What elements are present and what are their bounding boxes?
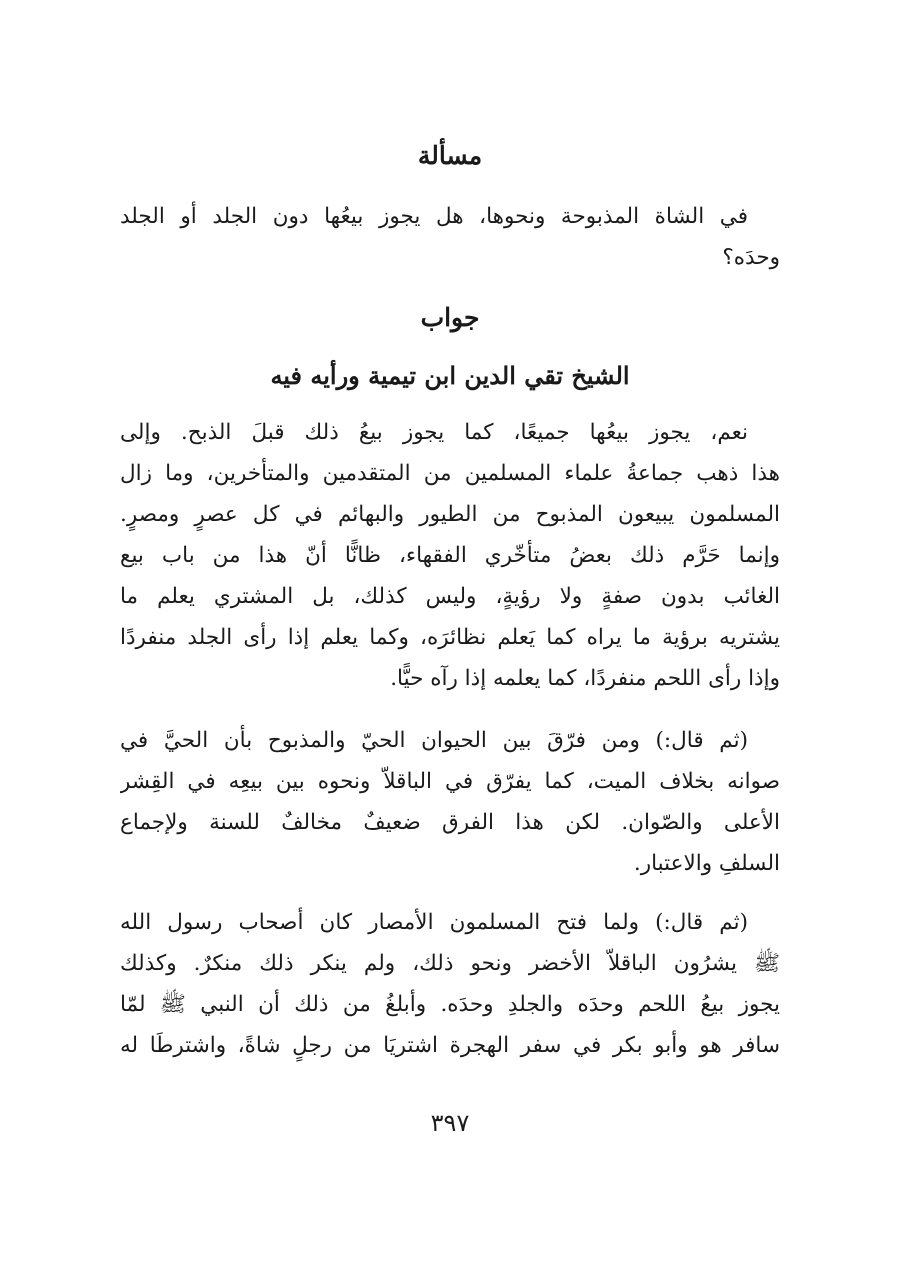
text-line: (ثم قال:) ولما فتح المسلمون الأمصار كان أصحاب رسول الله [120,910,748,935]
text-line: ﷺ يشرُون الباقلاّ الأخضر ونحو ذلك، ولم ينكر ذلك منكرٌ. وكذلك [120,951,780,976]
text-line: الغائب بدون صفةٍ ولا رؤيةٍ، وليس كذلك، بل المشتري يعلم ما [120,584,780,609]
text-line: الأعلى والصّوان. لكن هذا الفرق ضعيفٌ مخالفٌ للسنة ولإجماع [120,810,780,835]
text-line: يجوز بيعُ اللحم وحدَه والجلدِ وحدَه. وأبلغُ من ذلك أن النبي ﷺ لمّا [120,992,780,1017]
answer-paragraph-1 [120,412,780,699]
question-line: وحدَه؟ [722,245,780,270]
text-line: يشتريه برؤية ما يراه كما يَعلم نظائرَه، وكما يعلم إذا رأى الجلد منفردًا [120,625,780,650]
question-heading: مسألة [417,141,483,170]
text-line: صوانه بخلاف الميت، كما يفرّق في الباقلاّ ونحوه بين بيعِه في القِشر [120,769,780,794]
text-line: وإنما حَرَّم ذلك بعضُ متأخّري الفقهاء، ظانًّا أنّ هذا من باب بيع [120,543,780,568]
text-line: نعم، يجوز بيعُها جميعًا، كما يجوز بيعُ ذلك قبلَ الذبح. وإلى [120,420,748,445]
question-line: في الشاة المذبوحة ونحوها، هل يجوز بيعُها دون الجلد أو الجلد [120,204,748,229]
text-line: سافر هو وأبو بكر في سفر الهجرة اشتريَا من رجلٍ شاةً، واشترطَا له [120,1033,780,1058]
text-line: وإذا رأى اللحم منفردًا، كما يعلمه إذا رآه حيًّا. [390,666,780,691]
text-line: (ثم قال:) ومن فرّقَ بين الحيوان الحيّ والمذبوح بأن الحيَّ في [120,728,748,753]
answer-paragraph-3 [120,902,780,1066]
text-line: المسلمون يبيعون المذبوح من الطيور والبهائم في كل عصرٍ ومصرٍ. [120,502,780,527]
section-subheading: الشيخ تقي الدين ابن تيمية ورأيه فيه [270,361,630,390]
text-line: هذا ذهب جماعةُ علماء المسلمين من المتقدمين والمتأخرين، وما زال [120,461,780,486]
answer-heading: جواب [420,303,480,332]
book-page [120,0,780,1271]
text-line: السلفِ والاعتبار. [633,851,780,876]
page-number: ٣٩٧ [430,1109,470,1137]
question-paragraph [120,196,780,278]
answer-paragraph-2 [120,720,780,884]
